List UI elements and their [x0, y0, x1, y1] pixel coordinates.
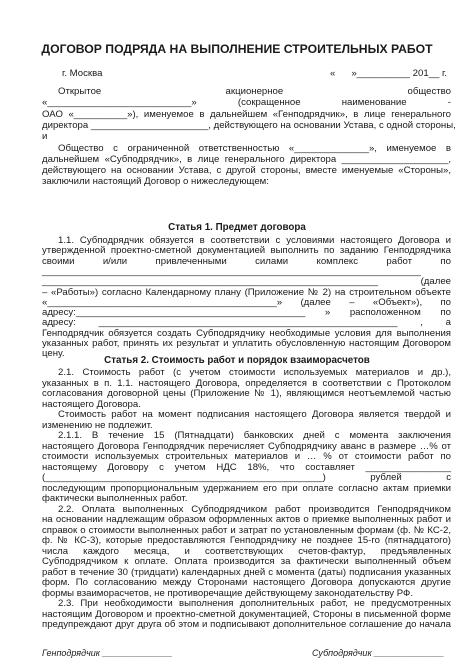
text-line: заключили настоящий Договор о нижеследующем: [42, 176, 269, 188]
text-line: – «Работы») согласно Календарному плану (Приложение № 2) на строительном объекте [42, 286, 451, 298]
text-line: форм. По согласованию между Сторонами настоящего Договора допускаются другие [42, 577, 451, 588]
text-line: _______________________________________________________________________ [42, 265, 421, 277]
text-line: директора ______________________, действующего на основании Устава, с одной стороны, [42, 119, 456, 131]
text-line: на основании надлежащим образом оформленных актов о приемке выполненных работ и [42, 514, 451, 525]
text-line: предупреждают друг друга об этом и подписывают дополнительное соглашение до начала [42, 619, 451, 630]
text-line: фактически выполненных работ. [42, 493, 188, 504]
text-line: настоящего Договора. [42, 398, 141, 410]
text-line: действующего на основании Устава, с другой стороны, вместе именуемые «Стороны», [42, 165, 451, 177]
text-line: адресу:___________________________________________ » расположенном по [42, 307, 451, 319]
contract-date: « »__________ 201__ г. [330, 68, 448, 79]
text-line: 1.1. Субподрядчик обязуется в соответствии с условиями настоящего Договора и [58, 235, 451, 246]
text-line: 2.3. При необходимости выполнения дополнительных работ, не предусмотренных [58, 598, 451, 609]
footer-subcontractor: Субподрядчик ______________ [312, 648, 445, 658]
text-line: работ в течение 30 (тридцати) календарных дней с момента (даты) подписания указанных [42, 566, 451, 578]
text-line: справок о стоимости выполненных работ и затрат по установленным формам (ф. № КС-2, [42, 524, 451, 536]
text-line: настоящим Договором и проектно-сметной документацией, Стороны в письменной форме [42, 608, 451, 620]
text-line: 2.1. Стоимость работ (с учетом стоимости используемых материалов и др.), [58, 367, 451, 378]
text-line: Субподрядчиком к оплате. Оплата производится за фактически выполненный объем [42, 556, 451, 567]
text-line: 2.2. Оплата выполненных Субподрядчиком работ производится Генподрядчиком [58, 503, 451, 515]
text-line: настоящему Договору с учетом НДС 18%, что составляет ________________ [42, 461, 451, 473]
text-line: ф. № КС-3), которые предоставляются Генподрядчику не позднее 15-го (пятнадцатого) [42, 535, 451, 546]
text-line: и [42, 131, 48, 143]
section-1-heading: Статья 1. Предмет договора [168, 222, 306, 233]
text-line: Стоимость работ на момент подписания настоящего Договора является твердой и [58, 409, 451, 420]
text-line: числа каждого месяца, и соответствующих счетов-фактур, предъявленных [42, 545, 451, 557]
text-line: своими и/или привлеченными силами комплекс работ по [42, 255, 451, 267]
text-line: согласования договорной цены (Приложение № 1), являющимся неотъемлемой частью [42, 388, 451, 399]
text-line: утвержденной проектно-сметной документацией выполнить по заданию Генподрядчика [42, 245, 451, 257]
text-line: указанных работ, принять их результат и уплатить обусловленную настоящим Договором [42, 338, 451, 349]
footer-general-contractor: Генподрядчик ______________ [42, 648, 173, 658]
text-line: ОАО «__________»), именуемое в дальнейшем «Генподрядчик», в лице генерального [42, 108, 451, 120]
text-line: «___________________________________________» (далее – «Объект»), по [42, 296, 451, 308]
text-line: стоимости используемых строительных материалов и … % от стоимости работ по [42, 451, 451, 462]
text-line: (____________________________________________________) рублей с [42, 472, 451, 483]
text-line: Открытое акционерное общество [58, 86, 451, 97]
text-line: _______________________________________________________________ (далее [42, 276, 451, 288]
city: г. Москва [62, 68, 103, 79]
text-line: дальнейшем «Субподрядчик», в лице генерального директора ____________________, [42, 153, 451, 165]
text-line: цену. [42, 348, 65, 360]
text-line: «___________________________» (сокращенное наименование - [42, 97, 451, 109]
text-line: Общество с ограниченной ответственностью «______________», именуемое в [58, 142, 451, 154]
document-title: ДОГОВОР ПОДРЯДА НА ВЫПОЛНЕНИЕ СТРОИТЕЛЬНЫХ РАБОТ [41, 42, 433, 56]
section-2-heading: Статья 2. Стоимость работ и порядок взаиморасчетов [104, 355, 370, 366]
text-line: Генподрядчик обязуется создать Субподрядчику необходимые условия для выполнения [42, 327, 451, 339]
text-line: изменению не подлежит. [42, 419, 153, 431]
text-line: 2.1.1. В течение 15 (Пятнадцати) банковских дней с момента заключения [58, 430, 451, 441]
text-line: формы взаиморасчетов, не противоречащие действующему законодательству РФ. [42, 587, 413, 599]
text-line: настоящего Договора Генподрядчик перечисляет Субподрядчику аванс в размере …% от [42, 440, 451, 452]
text-line: адресу: ________________________________________________________ , а [42, 317, 451, 329]
text-line: последующим пропорциональным удержанием его при оплате согласно актам приемки [42, 482, 451, 494]
text-line: указанных в п. 1.1. настоящего Договора, определяется в соответствии с Протоколом [42, 377, 451, 389]
